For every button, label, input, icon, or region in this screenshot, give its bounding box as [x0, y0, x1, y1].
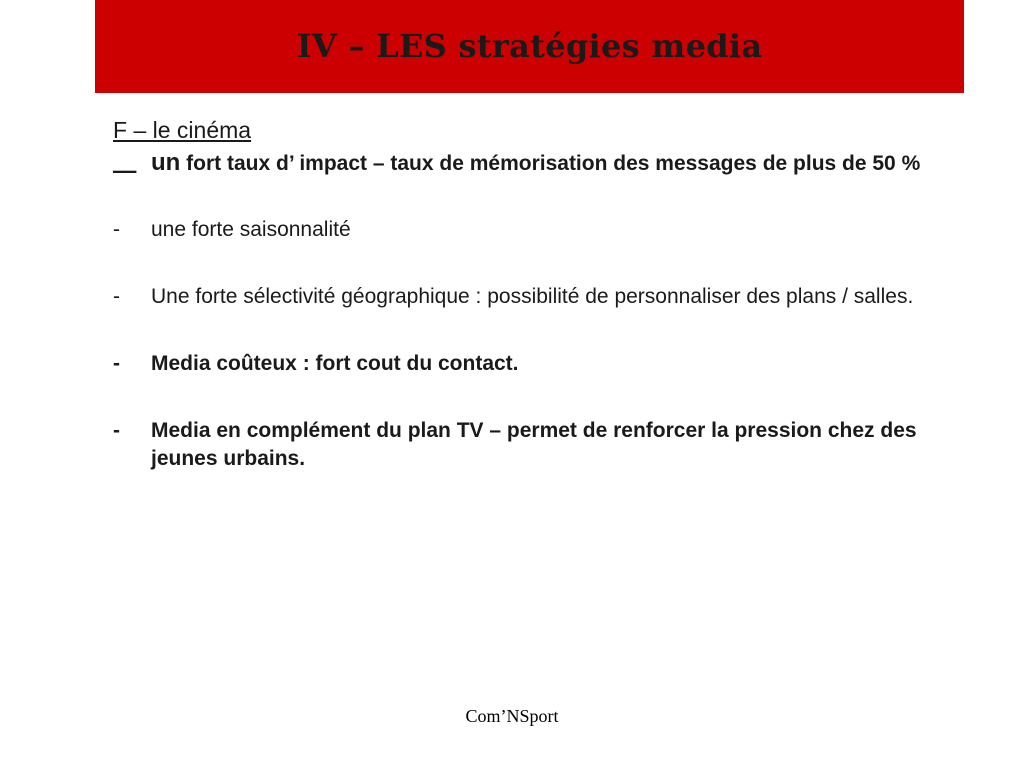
- bullet-item-cost: [113, 350, 943, 378]
- bullet-text: Une forte sélectivité géographique : possibilité de personnaliser des plans / salles.: [151, 285, 914, 308]
- impact-statement: [113, 149, 943, 178]
- bullet-item-seasonality: [113, 216, 943, 244]
- impact-lead-word: un: [151, 149, 181, 176]
- bullet-dash: -: [113, 419, 120, 442]
- bullet-text: une forte saisonnalité: [151, 218, 351, 241]
- bullet-dash: -: [113, 218, 120, 241]
- title-bar: [95, 0, 964, 93]
- bullet-text: Media en complément du plan TV – permet de renforcer la pression chez des jeunes urbains.: [151, 419, 917, 470]
- slide-title: IV – LES stratégies media: [296, 27, 763, 65]
- slide-content: [113, 115, 943, 473]
- slide-footer: Com’NSport: [465, 706, 559, 726]
- section-heading: F – le cinéma: [113, 117, 252, 143]
- bullet-item-tv-complement: [113, 417, 943, 473]
- impact-lead-mark: __: [113, 151, 137, 174]
- bullet-item-geographic-selectivity: [113, 283, 943, 311]
- impact-text: fort taux d’ impact – taux de mémorisation des messages de plus de 50 %: [180, 152, 921, 175]
- bullet-dash: -: [113, 352, 120, 375]
- bullet-dash: -: [113, 285, 120, 308]
- bullet-text: Media coûteux : fort cout du contact.: [151, 352, 519, 375]
